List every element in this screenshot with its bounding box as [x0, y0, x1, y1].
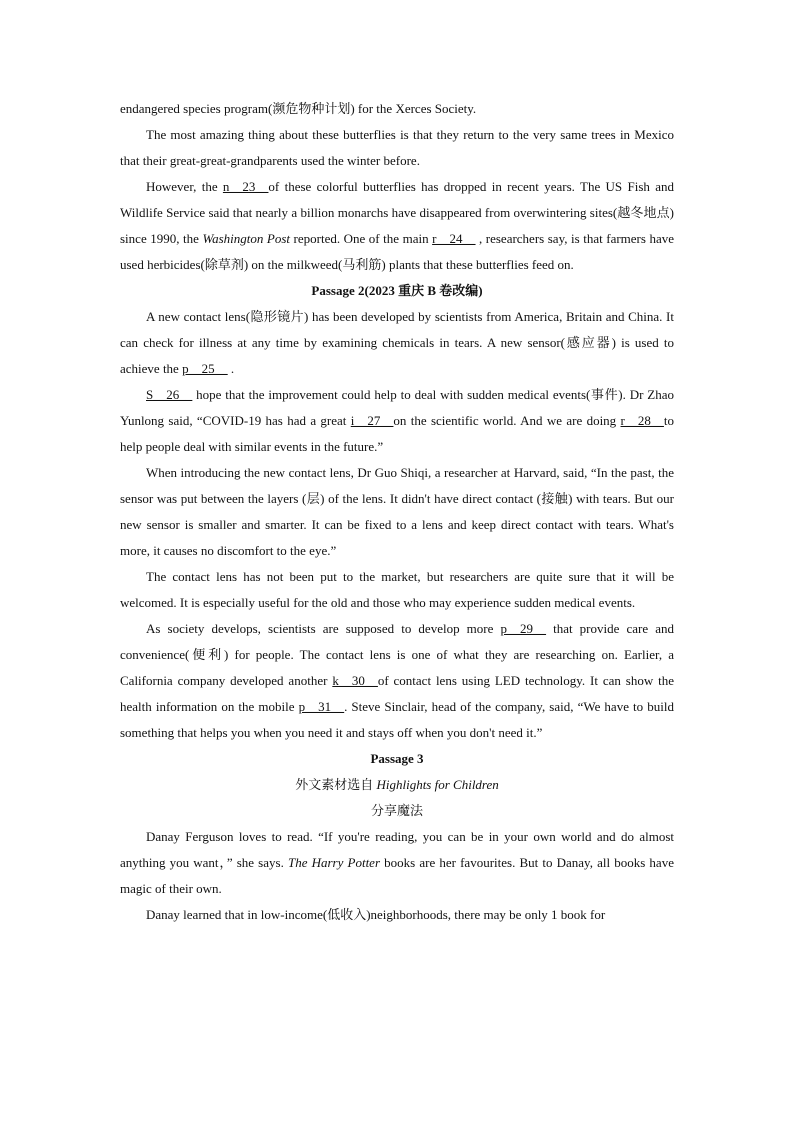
text: to help people deal with similar events in the future.”: [120, 413, 674, 454]
passage-2-heading: Passage 2(2023 重庆 B 卷改编): [311, 283, 483, 298]
blank-27: i__27__: [350, 413, 394, 428]
blank-28: r__28__: [620, 413, 664, 428]
paragraph: [120, 824, 674, 902]
paragraph: When introducing the new contact lens, Dr Guo Shiqi, a researcher at Harvard, said, “In the past, the sensor was put between the layers (层) of the lens. It didn't have direct contact (接触) with tears. But our new sensor is smaller and smarter. It can be fixed to a lens and keep direct contact with tears. What's more, it causes no discomfort to the eye.”: [120, 465, 674, 558]
source-prefix: 外文素材选自: [295, 777, 377, 792]
blank-30: k__30__: [332, 673, 378, 688]
newspaper-title: Washington Post: [202, 231, 290, 246]
text: . Steve Sinclair, head of the company, said, “We have to build something that helps you when you need it and stays off when you don't need it.”: [120, 699, 674, 740]
blank-25: p__25__: [182, 361, 228, 376]
blank-23: n__23__: [222, 179, 269, 194]
blank-31: p__31__: [298, 699, 345, 714]
text: of contact lens using LED technology. It can show the health information on the mobile: [120, 673, 674, 714]
book-title: The Harry Potter: [287, 855, 381, 870]
text: hope that the improvement could help to deal with sudden medical events(事件). Dr Zhao Yunlong said, “COVID-19 has had a great: [120, 387, 674, 428]
blank-29: p__29__: [500, 621, 546, 636]
text: However, the: [146, 179, 223, 194]
paragraph: The contact lens has not been put to the market, but researchers are quite sure that it will be welcomed. It is especially useful for the old and those who may experience sudden medical events.: [120, 569, 674, 610]
paragraph: endangered species program(濒危物种计划) for the Xerces Society.: [120, 101, 477, 116]
text: on the scientific world. And we are doing: [393, 413, 621, 428]
text: A new contact lens(隐形镜片) has been developed by scientists from America, Britain and China. It can check for illness at any time by examining chemicals in tears. A new sensor(感应器) is used to achieve the: [120, 309, 674, 376]
blank-24: r__24__: [432, 231, 476, 246]
paragraph: Danay learned that in low-income(低收入)neighborhoods, there may be only 1 book for: [146, 907, 606, 922]
text: of these colorful butterflies has dropped in recent years. The US Fish and Wildlife Service said that nearly a billion monarchs have disappeared from overwintering sites(越冬地点) since 1990, the: [120, 179, 674, 246]
passage-3-heading: Passage 3: [370, 751, 424, 766]
paragraph: The most amazing thing about these butterflies is that they return to the very same trees in Mexico that their great-great-grandparents used the winter before.: [120, 127, 674, 168]
text: .: [227, 361, 235, 376]
text: , researchers say, is that farmers have used herbicides(除草剂) on the milkweed(马利筋) plants that these butterflies feed on.: [120, 231, 675, 272]
text: reported. One of the main: [290, 231, 433, 246]
text: As society develops, scientists are supposed to develop more: [146, 621, 501, 636]
document-page: [120, 96, 674, 928]
source-title: Highlights for Children: [376, 777, 499, 792]
paragraph: [120, 382, 674, 460]
blank-26: S__26__: [146, 387, 193, 402]
text: books are her favourites. But to Danay, all books have magic of their own.: [120, 855, 674, 896]
source-line: [120, 772, 674, 798]
text: Danay Ferguson loves to read. “If you're reading, you can be in your own world and do almost anything you want，” she says.: [120, 829, 674, 870]
paragraph: [120, 616, 674, 746]
text: that provide care and convenience(便利) for people. The contact lens is one of what they are researching on. Earlier, a California company developed another: [120, 621, 674, 688]
paragraph: [120, 174, 674, 278]
chinese-title: 分享魔法: [370, 803, 423, 818]
paragraph: [120, 304, 674, 382]
